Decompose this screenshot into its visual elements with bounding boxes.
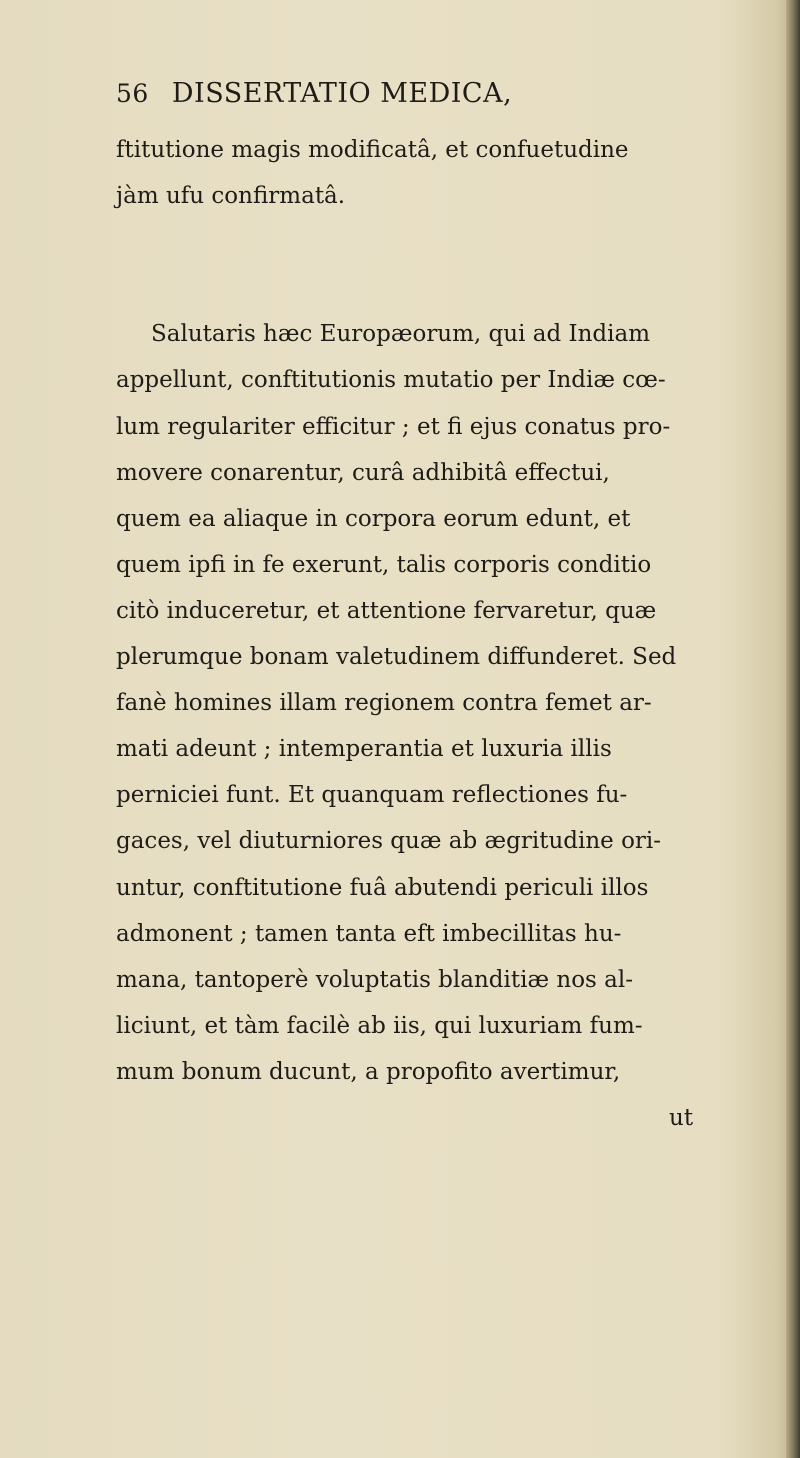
paragraph-gap (116, 219, 786, 311)
text-line: mum bonum ducunt, a propofito avertimur, (116, 1058, 621, 1085)
text-line: quem ipfi in fe exerunt, talis corporis conditio (116, 551, 652, 578)
page-number: 56 (116, 79, 149, 108)
body-text (116, 127, 786, 1141)
text-line: appellunt, conftitutionis mutatio per Indiæ cœ- (116, 367, 666, 394)
running-header (116, 78, 512, 109)
text-line: mana, tantoperè voluptatis blanditiæ nos al- (116, 966, 634, 993)
text-line: admonent ; tamen tanta eft imbecillitas hu- (116, 920, 622, 947)
text-line: lum regulariter efficitur ; et fi ejus conatus pro- (116, 413, 671, 440)
text-line: perniciei funt. Et quanquam reflectiones fu- (116, 782, 628, 809)
text-line: plerumque bonam valetudinem diffunderet. Sed (116, 644, 677, 671)
text-line: quem ea aliaque in corpora eorum edunt, et (116, 505, 631, 532)
page-edge-shadow (786, 0, 800, 1458)
text-line: jàm ufu confirmatâ. (116, 183, 346, 210)
text-line: ftitutione magis modificatâ, et confuetudine (116, 137, 629, 163)
paragraph-1 (116, 127, 786, 219)
text-line: liciunt, et tàm facilè ab iis, qui luxuriam fum- (116, 1012, 643, 1039)
text-line: gaces, vel diuturniores quæ ab ægritudine ori- (116, 828, 662, 855)
text-line: Salutaris hæc Europæorum, qui ad Indiam (151, 321, 651, 348)
text-line: movere conarentur, curâ adhibitâ effectui, (116, 459, 610, 486)
catchword: ut (669, 1104, 694, 1131)
text-line: mati adeunt ; intemperantia et luxuria illis (116, 736, 612, 763)
text-line: citò induceretur, et attentione fervaretur, quæ (116, 597, 657, 624)
text-line: fanè homines illam regionem contra femet ar- (116, 690, 652, 717)
paragraph-2 (116, 311, 786, 1095)
text-line: untur, conftitutione fuâ abutendi periculi illos (116, 874, 649, 901)
header-title: DISSERTATIO MEDICA, (171, 78, 513, 109)
